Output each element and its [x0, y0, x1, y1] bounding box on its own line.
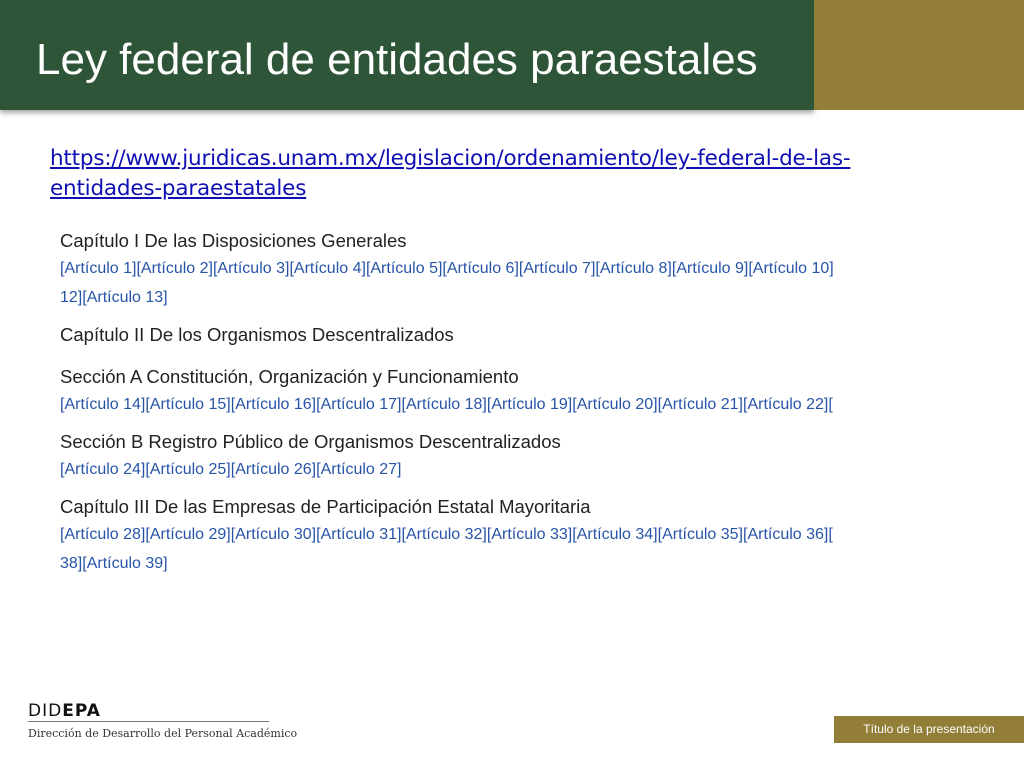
section-a	[60, 364, 940, 419]
article-link[interactable]: [Artículo 31]	[316, 526, 402, 543]
law-index-screenshot	[60, 228, 940, 594]
logo-subtitle: Dirección de Desarrollo del Personal Académico	[28, 727, 298, 740]
article-link[interactable]: [	[828, 526, 833, 543]
chapter-1-articles-line-1	[60, 254, 940, 283]
article-link[interactable]: [Artículo 5]	[365, 260, 443, 277]
slide-title: Ley federal de entidades paraestales	[36, 35, 758, 84]
chapter-1-title: Capítulo I De las Disposiciones Generales	[60, 230, 407, 251]
article-link[interactable]: [Artículo 16]	[230, 396, 317, 413]
article-link[interactable]: [Artículo 28]	[60, 526, 146, 543]
article-link[interactable]: [Artículo 35]	[657, 526, 743, 543]
logo-light-text: DID	[28, 701, 63, 721]
article-link[interactable]: [Artículo 34]	[572, 526, 658, 543]
article-link[interactable]: [Artículo 18]	[401, 396, 487, 413]
article-link[interactable]: [Artículo 2]	[136, 260, 213, 277]
article-link[interactable]: [Artículo 25]	[145, 461, 231, 478]
article-link[interactable]: [Artículo 14]	[60, 396, 146, 413]
article-link[interactable]: [Artículo 33]	[486, 526, 573, 543]
chapter-3	[60, 494, 940, 578]
url-line-1[interactable]: https://www.juridicas.unam.mx/legislacion/ordenamiento/ley-federal-de-las-	[50, 146, 851, 171]
article-link[interactable]: [Artículo 9]	[671, 260, 749, 277]
title-bar-accent	[814, 0, 1024, 110]
article-link[interactable]: [Artículo 26]	[230, 461, 317, 478]
article-link[interactable]: [Artículo 32]	[401, 526, 487, 543]
section-a-title: Sección A Constitución, Organización y Funcionamiento	[60, 366, 519, 387]
article-link[interactable]: [Artículo 22]	[743, 396, 829, 413]
article-link[interactable]: [Artículo 8]	[595, 260, 672, 277]
chapter-2-title: Capítulo II De los Organismos Descentralizados	[60, 324, 454, 345]
section-b-articles-line-1	[60, 455, 940, 484]
logo-divider	[28, 721, 269, 722]
article-link[interactable]: [Artículo 19]	[486, 396, 573, 413]
logo-wordmark	[28, 701, 101, 721]
article-link[interactable]: [Artículo 20]	[572, 396, 658, 413]
chapter-3-articles-line-2	[60, 549, 940, 578]
article-link[interactable]: [	[828, 396, 833, 413]
article-link[interactable]: [Artículo 15]	[145, 396, 231, 413]
didepa-logo	[28, 701, 298, 740]
chapter-3-articles-line-1	[60, 520, 940, 549]
chapter-1-articles-line-2	[60, 283, 940, 312]
law-url-link[interactable]	[50, 144, 880, 204]
section-a-articles-line-1	[60, 390, 940, 419]
article-link[interactable]: [Artículo 3]	[212, 260, 290, 277]
url-line-2[interactable]: entidades-paraestatales	[50, 176, 307, 201]
article-link[interactable]: [Artículo 24]	[60, 461, 146, 478]
article-link[interactable]: [Artículo 29]	[145, 526, 231, 543]
chapter-1	[60, 228, 940, 312]
section-b-title: Sección B Registro Público de Organismos Descentralizados	[60, 431, 561, 452]
article-link[interactable]: [Artículo 6]	[442, 260, 519, 277]
article-link[interactable]: [Artículo 27]	[316, 461, 402, 478]
article-link[interactable]: [Artículo 4]	[289, 260, 366, 277]
article-link[interactable]: [Artículo 36]	[743, 526, 829, 543]
presentation-title-badge: Título de la presentación	[834, 716, 1024, 743]
article-link[interactable]: [Artículo 39]	[82, 555, 168, 572]
article-link[interactable]: [Artículo 30]	[230, 526, 317, 543]
title-bar	[0, 0, 814, 110]
article-link[interactable]: [Artículo 7]	[518, 260, 596, 277]
article-link[interactable]: [Artículo 17]	[316, 396, 402, 413]
article-link[interactable]: [Artículo 13]	[82, 289, 168, 306]
article-link[interactable]: [Artículo 21]	[657, 396, 743, 413]
chapter-3-title: Capítulo III De las Empresas de Participación Estatal Mayoritaria	[60, 496, 591, 517]
section-b	[60, 429, 940, 484]
article-link[interactable]: [Artículo 10]	[748, 260, 834, 277]
article-link[interactable]: [Artículo 1]	[60, 260, 137, 277]
logo-bold-text: EPA	[62, 701, 101, 721]
article-link[interactable]: 38]	[60, 555, 83, 572]
article-link[interactable]: 12]	[60, 289, 83, 306]
chapter-2	[60, 322, 940, 348]
